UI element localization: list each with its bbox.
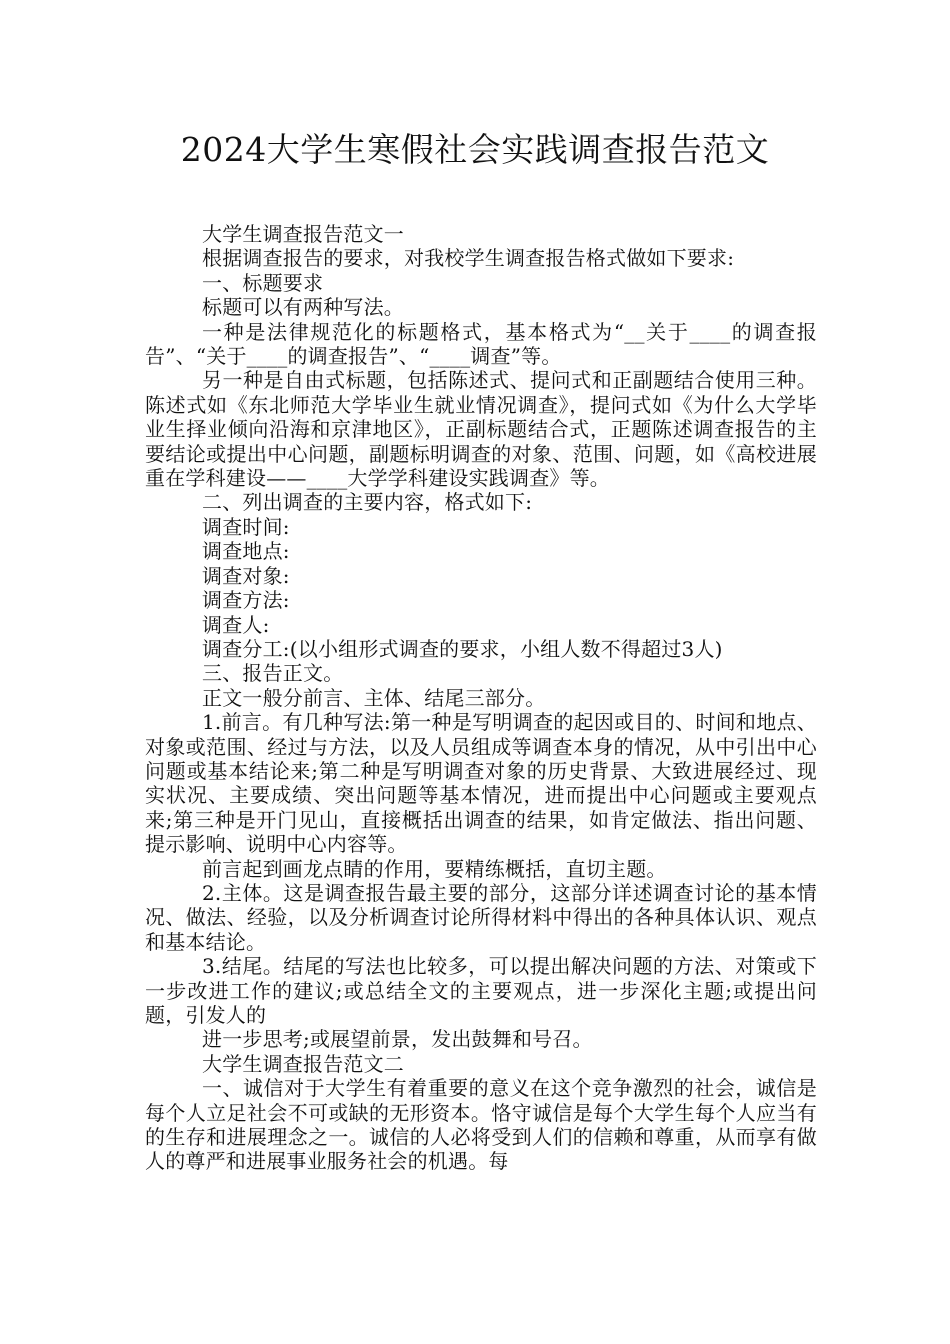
paragraph: 正文一般分前言、主体、结尾三部分。 <box>202 685 546 710</box>
section-heading: 二、列出调查的主要内容，格式如下: <box>202 490 533 515</box>
section-heading: 三、报告正文。 <box>202 661 344 686</box>
paragraph: 2.主体。这是调查报告最主要的部分，这部分详述调查讨论的基本情况、做法、经验，以及分析调查讨论所得材料中得出的各种具体认识、观点和基本结论。 <box>145 880 817 954</box>
document-title: 2024大学生寒假社会实践调查报告范文 <box>180 130 770 169</box>
paragraph: 1.前言。有几种写法:第一种是写明调查的起因或目的、时间和地点、对象或范围、经过与方法，以及人员组成等调查本身的情况，从中引出中心问题或基本结论来;第二种是写明调查对象的历史背景、大致进展经过、现实状况、主要成绩、突出问题等基本情况，进而提出中心问题或主要观点来;第三种是开门见山，直接概括出调查的结果，如肯定做法、指出问题、提示影响、说明中心内容等。 <box>145 710 817 857</box>
list-item: 调查地点: <box>202 539 290 564</box>
paragraph: 进一步思考;或展望前景，发出鼓舞和号召。 <box>202 1027 593 1052</box>
list-item: 调查时间: <box>202 514 290 539</box>
document-body <box>145 222 817 1174</box>
section-heading: 一、标题要求 <box>202 270 324 295</box>
paragraph: 大学生调查报告范文一 <box>202 222 404 246</box>
paragraph: 3.结尾。结尾的写法也比较多，可以提出解决问题的方法、对策或下一步改进工作的建议;或总结全文的主要观点，进一步深化主题;或提出问题，引发人的 <box>145 954 817 1027</box>
list-item: 调查人: <box>202 612 270 637</box>
paragraph: 一种是法律规范化的标题格式，基本格式为“__关于____的调查报告”、“关于____的调查报告”、“____调查”等。 <box>145 319 817 369</box>
paragraph: 另一种是自由式标题，包括陈述式、提问式和正副题结合使用三种。陈述式如《东北师范大学毕业生就业情况调查》，提问式如《为什么大学毕业生择业倾向沿海和京津地区》，正副标题结合式，正题陈述调查报告的主要结论或提出中心问题，副题标明调查的对象、范围、问题，如《高校进展重在学科建设——____大学学科建设实践调查》等。 <box>145 368 817 491</box>
paragraph: 一、诚信对于大学生有着重要的意义在这个竞争激烈的社会，诚信是每个人立足社会不可或缺的无形资本。恪守诚信是每个大学生每个人应当有的生存和进展理念之一。诚信的人必将受到人们的信赖和尊重，从而享有做人的尊严和进展事业服务社会的机遇。每 <box>145 1076 817 1174</box>
list-item: 调查方法: <box>202 588 290 613</box>
section-heading: 大学生调查报告范文二 <box>202 1051 404 1076</box>
paragraph: 标题可以有两种写法。 <box>202 295 404 320</box>
paragraph: 根据调查报告的要求，对我校学生调查报告格式做如下要求: <box>202 246 735 271</box>
list-item: 调查分工:(以小组形式调查的要求，小组人数不得超过3人) <box>202 636 723 661</box>
list-item: 调查对象: <box>202 563 290 588</box>
paragraph: 前言起到画龙点睛的作用，要精练概括，直切主题。 <box>202 856 667 881</box>
